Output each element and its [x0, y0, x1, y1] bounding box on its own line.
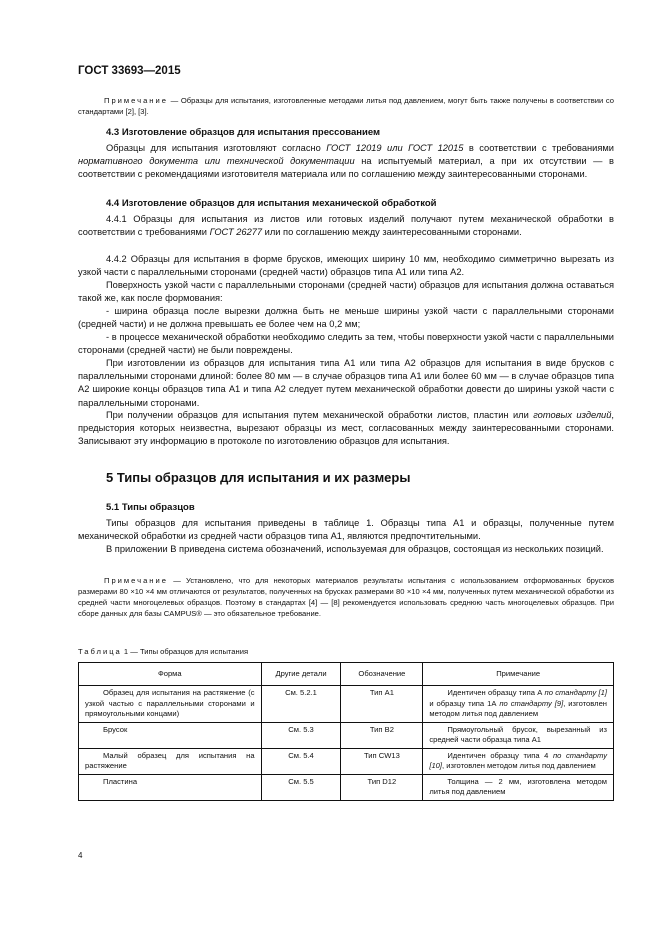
section-4-4-1-paragraph: 4.4.1 Образцы для испытания из листов или готовых изделий получают путем механической обработки в соответствии с требованиями ГОСТ 26277 или по соглашению между заинтересованными сторонами.: [78, 214, 614, 238]
note-text: — Установлено, что для некоторых материалов результаты испытания с использованием отформованных брусков размерами 80 ×10 ×4 мм отличаются от результатов, полученных на брусках размерами 80 ×10 ×4 мм, полученных путем механической обработки из средней части многоцелевых образцов. Поэтому в стандартах [4] — [8] рекомендуется использовать среднюю часть многоцелевых образцов. При сборе данных для базы CAMPUS® — это обязательное требование.: [78, 576, 614, 618]
note-label: Примечание: [104, 96, 168, 105]
cell-form: Пластина: [79, 774, 262, 800]
cell-code: Тип CW13: [341, 748, 423, 774]
table-row: [79, 748, 614, 774]
cell-details: См. 5.2.1: [261, 686, 341, 723]
page-number: 4: [78, 851, 83, 860]
section-4-4-2-paragraph: 4.4.2 Образцы для испытания в форме брусков, имеющих ширину 10 мм, необходимо симметрично вырезать из узкой части с параллельными сторонами (средней части) образцов типа А1 или типа А2.: [78, 254, 614, 278]
cell-note: Идентичен образцу типа 4 по стандарту [10], изготовлен методом литья под давлением: [423, 748, 614, 774]
note-2: [78, 575, 614, 619]
note-text: — Образцы для испытания, изготовленные методами литья под давлением, могут быть также получены в соответствии со стандартами [2], [3].: [78, 96, 614, 116]
cell-code: Тип В2: [341, 722, 423, 748]
types-paragraph: Типы образцов для испытания приведены в таблице 1. Образцы типа А1 и образцы, полученные путем механической обработки из средней части образцов типа А1, являются предпочтительными.: [78, 518, 614, 542]
column-header: Обозначение: [341, 663, 423, 686]
table-row: [79, 722, 614, 748]
note-label: Примечание: [104, 576, 168, 585]
cell-form: Брусок: [79, 722, 262, 748]
column-header: Форма: [79, 663, 262, 686]
specimen-types-table: [78, 662, 614, 801]
table-row: [79, 686, 614, 723]
appendix-paragraph: В приложении В приведена система обозначений, используемая для образцов, состоящая из нескольких позиций.: [106, 544, 604, 554]
bars-paragraph: При изготовлении из образцов для испытания типа А1 или типа А2 образцов для испытания в виде брусков с параллельными сторонами длиной: более 80 мм — в случае образцов типа А1 или более 60 мм — в случае образцов типа А2 широкие концы образцов типа А1 и типа А2 следует путем механической обработки довести до ширины узкой части с параллельными сторонами.: [78, 358, 614, 408]
column-header: Другие детали: [261, 663, 341, 686]
cell-details: См. 5.3: [261, 722, 341, 748]
surface-paragraph: Поверхность узкой части с параллельными сторонами (средней части) образцов для испытания должна оставаться такой же, как после формования:: [78, 280, 614, 304]
cell-details: См. 5.4: [261, 748, 341, 774]
cell-form: Образец для испытания на растяжение (с узкой частью с параллельными сторонами и прямоугольными концами): [79, 686, 262, 723]
page-header-title: ГОСТ 33693—2015: [78, 65, 181, 77]
cell-form: Малый образец для испытания на растяжение: [79, 748, 262, 774]
section-5-heading: 5 Типы образцов для испытания и их размеры: [106, 470, 411, 485]
table-caption: Таблица 1 — Типы образцов для испытания: [78, 647, 249, 656]
bullet-machining: - в процессе механической обработки необходимо следить за тем, чтобы поверхности узкой части с параллельными сторонами (средней части) не были повреждены.: [78, 332, 614, 356]
section-4-3-paragraph: Образцы для испытания изготовляют согласно ГОСТ 12019 или ГОСТ 12015 в соответствии с требованиями нормативного документа или технической документации на испытуемый материал, а при их отсутствии — в соответствии с рекомендациями изготовителя материала или по соглашению между заинтересованными сторонами.: [78, 143, 614, 180]
cell-note: Идентичен образцу типа А по стандарту [1] и образцу типа 1А по стандарту [9], изготовлен методом литья под давлением: [423, 686, 614, 723]
section-5-1-heading: 5.1 Типы образцов: [106, 502, 195, 513]
table-header-row: [79, 663, 614, 686]
note-1: [78, 95, 614, 117]
cell-details: См. 5.5: [261, 774, 341, 800]
cell-note: Толщина — 2 мм, изготовлена методом литья под давлением: [423, 774, 614, 800]
cell-code: Тип D12: [341, 774, 423, 800]
bullet-width: - ширина образца после вырезки должна быть не меньше ширины узкой части с параллельными сторонами (средней части) и не должна превышать ее более чем на 0,2 мм;: [78, 306, 614, 330]
cell-code: Тип А1: [341, 686, 423, 723]
sheets-paragraph: При получении образцов для испытания путем механической обработки листов, пластин или готовых изделий, предыстория которых неизвестна, вырезают образцы из мест, согласованных между заинтересованными сторонами. Записывают эту информацию в протоколе по изготовлению образцов для испытания.: [78, 410, 614, 447]
table-row: [79, 774, 614, 800]
section-4-4-heading: 4.4 Изготовление образцов для испытания механической обработкой: [106, 198, 437, 209]
column-header: Примечание: [423, 663, 614, 686]
section-4-3-heading: 4.3 Изготовление образцов для испытания прессованием: [106, 127, 381, 138]
cell-note: Прямоугольный брусок, вырезанный из средней части образца типа А1: [423, 722, 614, 748]
